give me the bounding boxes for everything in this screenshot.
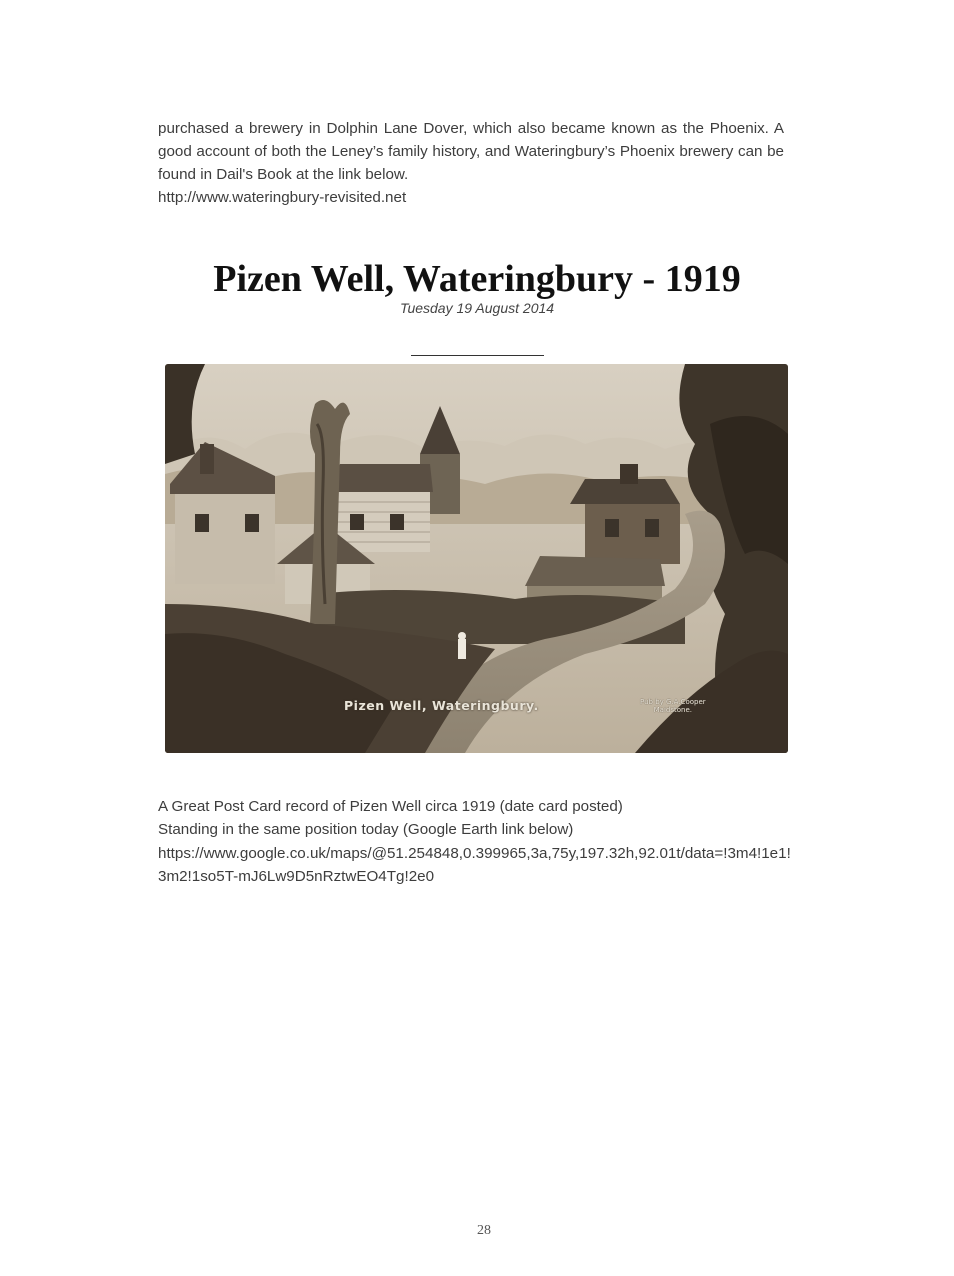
postcard-photo <box>165 364 788 753</box>
postcard-illustration <box>165 364 788 753</box>
postcard-publisher <box>640 698 706 714</box>
photo-description <box>158 795 798 888</box>
google-maps-link[interactable]: https://www.google.co.uk/maps/@51.254848,0.399965,3a,75y,197.32h,92.01t/data=!3m4!1e1!3m2!1so5T-mJ6Lw9D5nRztwEO4Tg!2e0 <box>158 844 791 885</box>
page-number: 28 <box>477 1223 491 1238</box>
post-title: Pizen Well, Wateringbury - 1919 <box>213 258 741 300</box>
separator-rule <box>411 355 544 356</box>
publisher-line-1: Pub by G.A.Cooper <box>640 698 706 706</box>
intro-paragraph: purchased a brewery in Dolphin Lane Dover, which also became known as the Phoenix. A good account of both the Leney’s family history, and Wateringbury’s Phoenix brewery can be found in Dail's Book at the link below. <box>158 120 784 183</box>
post-date: Tuesday 19 August 2014 <box>399 300 555 316</box>
publisher-line-2: Maidstone. <box>653 706 692 714</box>
intro-link[interactable]: http://www.wateringbury-revisited.net <box>158 189 407 206</box>
description-line-1: A Great Post Card record of Pizen Well circa 1919 (date card posted) <box>158 798 623 815</box>
description-line-2: Standing in the same position today (Google Earth link below) <box>158 821 574 839</box>
postcard-caption: Pizen Well, Wateringbury. <box>344 698 539 713</box>
intro-section <box>158 117 784 209</box>
